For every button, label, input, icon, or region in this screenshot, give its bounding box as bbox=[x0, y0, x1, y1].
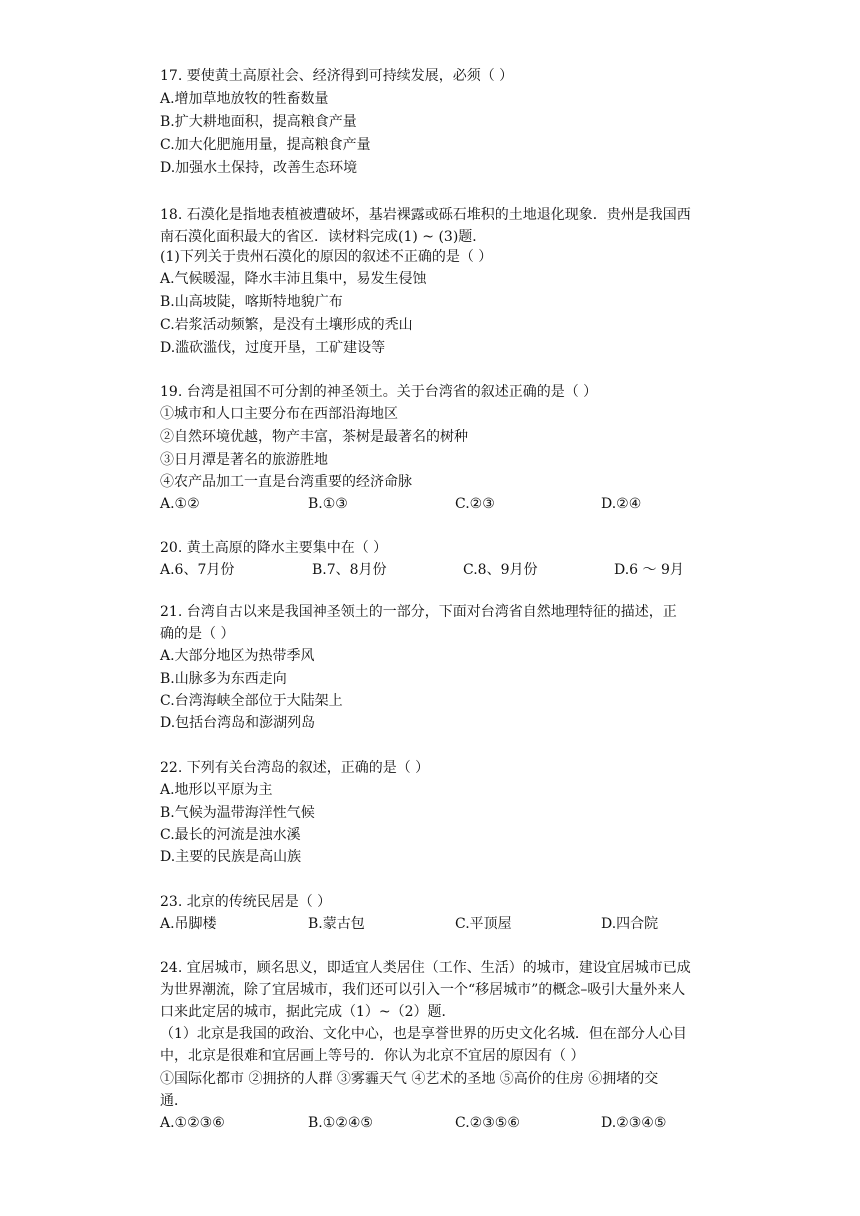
q17-option-c: C.加大化肥施用量，提高粮食产量 bbox=[160, 137, 371, 153]
q23-option-c: C.平顶屋 bbox=[455, 916, 512, 932]
q20-option-d: D.6 ～ 9月 bbox=[614, 562, 684, 578]
q18-subquestion-1: (1)下列关于贵州石漠化的原因的叙述不正确的是（ ） bbox=[160, 249, 493, 265]
q21-option-b: B.山脉多为东西走向 bbox=[160, 671, 287, 687]
q17-stem: 17. 要使黄土高原社会、经济得到可持续发展，必须（ ） bbox=[160, 68, 514, 84]
q18-option-a: A.气候暖湿，降水丰沛且集中，易发生侵蚀 bbox=[160, 271, 427, 287]
q23-stem: 23. 北京的传统民居是（ ） bbox=[160, 894, 332, 910]
q17-option-b: B.扩大耕地面积，提高粮食产量 bbox=[160, 114, 357, 130]
q18-stem-line1: 18. 石漠化是指地表植被遭破坏，基岩裸露或砾石堆积的土地退化现象．贵州是我国西 bbox=[160, 207, 691, 223]
q21-option-c: C.台湾海峡全部位于大陆架上 bbox=[160, 693, 343, 709]
q24-option-a: A.①②③⑥ bbox=[160, 1115, 225, 1131]
q20-option-a: A.6、7月份 bbox=[160, 562, 235, 578]
q19-statement-2: ②自然环境优越，物产丰富，茶树是最著名的树种 bbox=[160, 429, 468, 445]
q18-option-c: C.岩浆活动频繁，是没有土壤形成的秃山 bbox=[160, 317, 413, 333]
q19-option-a: A.①② bbox=[160, 496, 200, 512]
q18-stem-line2: 南石漠化面积最大的省区．读材料完成(1) ~ (3)题． bbox=[160, 229, 487, 245]
q19-statement-3: ③日月潭是著名的旅游胜地 bbox=[160, 452, 328, 468]
q22-stem: 22. 下列有关台湾岛的叙述，正确的是（ ） bbox=[160, 760, 430, 776]
q20-stem: 20. 黄土高原的降水主要集中在（ ） bbox=[160, 540, 388, 556]
q20-option-c: C.8、9月份 bbox=[463, 562, 538, 578]
q19-statement-1: ①城市和人口主要分布在西部沿海地区 bbox=[160, 406, 398, 422]
q22-option-c: C.最长的河流是浊水溪 bbox=[160, 827, 301, 843]
q23-option-b: B.蒙古包 bbox=[308, 916, 365, 932]
q21-option-a: A.大部分地区为热带季风 bbox=[160, 648, 315, 664]
q18-option-b: B.山高坡陡，喀斯特地貌广布 bbox=[160, 294, 343, 310]
q24-stem-line3: 口来此定居的城市，据此完成（1）~（2）题． bbox=[160, 1004, 456, 1020]
q21-stem-line1: 21. 台湾自古以来是我国神圣领土的一部分，下面对台湾省自然地理特征的描述，正 bbox=[160, 604, 677, 620]
q22-option-a: A.地形以平原为主 bbox=[160, 782, 273, 798]
q24-option-c: C.②③⑤⑥ bbox=[455, 1115, 520, 1131]
q18-option-d: D.滥砍滥伐，过度开垦，工矿建设等 bbox=[160, 340, 386, 356]
q19-option-c: C.②③ bbox=[455, 496, 495, 512]
q19-stem: 19. 台湾是祖国不可分割的神圣领土。关于台湾省的叙述正确的是（ ） bbox=[160, 384, 598, 400]
q24-items-line1: ①国际化都市 ②拥挤的人群 ③雾霾天气 ④艺术的圣地 ⑤高价的住房 ⑥拥堵的交 bbox=[160, 1071, 659, 1087]
q19-option-d: D.②④ bbox=[601, 496, 642, 512]
q17-option-a: A.增加草地放牧的牲畜数量 bbox=[160, 91, 329, 107]
q24-stem-line2: 为世界潮流，除了宜居城市，我们还可以引入一个“移居城市”的概念–吸引大量外来人 bbox=[160, 982, 686, 998]
q21-option-d: D.包括台湾岛和澎湖列岛 bbox=[160, 715, 316, 731]
q24-option-d: D.②③④⑤ bbox=[601, 1115, 667, 1131]
q24-items-line2: 通． bbox=[160, 1093, 188, 1109]
q24-stem-line1: 24. 宜居城市，顾名思义，即适宜人类居住（工作、生活）的城市，建设宜居城市已成 bbox=[160, 960, 691, 976]
q21-stem-line2: 确的是（ ） bbox=[160, 626, 235, 642]
q20-option-b: B.7、8月份 bbox=[312, 562, 387, 578]
q23-option-d: D.四合院 bbox=[601, 916, 659, 932]
q24-option-b: B.①②④⑤ bbox=[308, 1115, 373, 1131]
q24-subquestion-1-line2: 中，北京是很难和宜居画上等号的．你认为北京不宜居的原因有（ ） bbox=[160, 1048, 585, 1064]
q23-option-a: A.吊脚楼 bbox=[160, 916, 217, 932]
q22-option-d: D.主要的民族是高山族 bbox=[160, 849, 302, 865]
q24-subquestion-1-line1: （1）北京是我国的政治、文化中心，也是享誉世界的历史文化名城．但在部分人心目 bbox=[160, 1026, 687, 1042]
q17-option-d: D.加强水土保持，改善生态环境 bbox=[160, 160, 358, 176]
q22-option-b: B.气候为温带海洋性气候 bbox=[160, 805, 315, 821]
q19-option-b: B.①③ bbox=[308, 496, 348, 512]
q19-statement-4: ④农产品加工一直是台湾重要的经济命脉 bbox=[160, 474, 412, 490]
